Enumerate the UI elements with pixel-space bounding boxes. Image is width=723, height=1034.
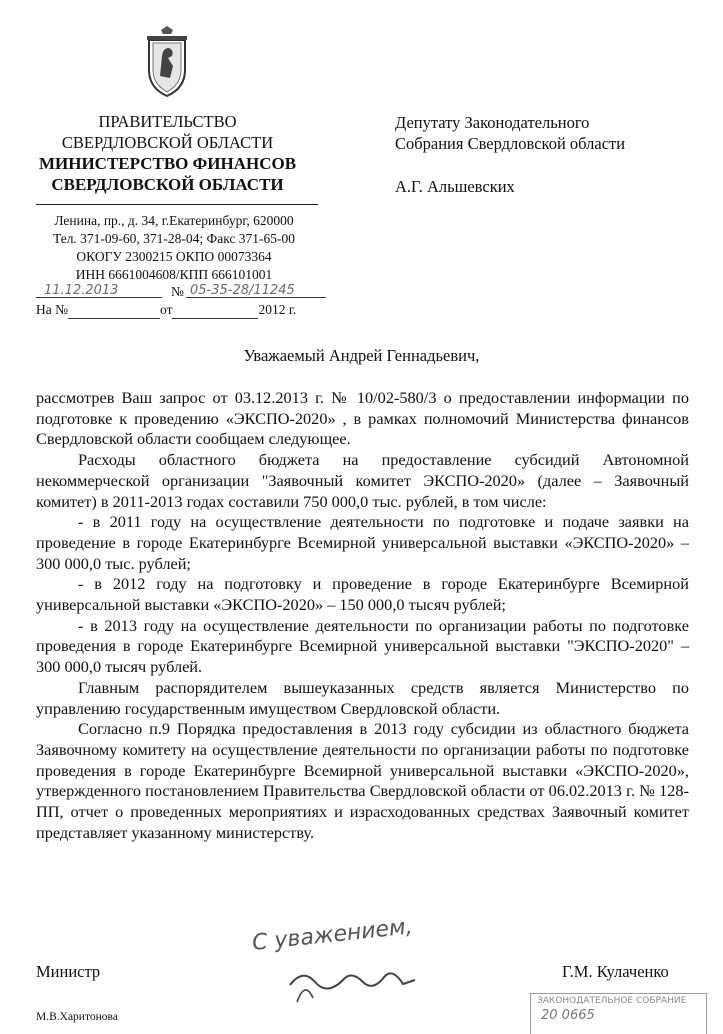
address-line: Ленина, пр., д. 34, г.Екатеринбург, 620000 (54, 213, 294, 228)
org-line-government: ПРАВИТЕЛЬСТВО (98, 112, 237, 131)
number-sign: № (171, 284, 184, 299)
stamp-header: ЗАКОНОДАТЕЛЬНОЕ СОБРАНИЕ (537, 996, 687, 1006)
letter-body (36, 388, 689, 843)
inn-line: ИНН 6661004608/КПП 666101001 (75, 267, 273, 282)
outgoing-number-line (36, 283, 328, 300)
org-line-ministry-region: СВЕРДЛОВСКОЙ ОБЛАСТИ (51, 175, 284, 194)
incoming-stamp (530, 993, 707, 1034)
ref-prefix: На № (36, 302, 68, 317)
handwritten-signature (245, 910, 475, 1020)
body-paragraph: - в 2011 году на осуществление деятельности по подготовке и подаче заявки на проведение в городе Екатеринбурге Всемирной универсальной выставки «ЭКСПО-2020» – 300 000,0 тыс. рублей; (36, 512, 689, 573)
body-paragraph: Расходы областного бюджета на предоставление субсидий Автономной некоммерческой организации "Заявочный комитет ЭКСПО-2020» (далее – Заявочный комитет) в 2011-2013 годах составили 750 000,0 тыс. рублей, в том числе: (36, 450, 689, 511)
ref-date-blank (172, 302, 258, 319)
phone-line: Тел. 371-09-60, 371-28-04; Факс 371-65-00 (52, 231, 296, 246)
signature-salutation: С уважением, (251, 914, 414, 956)
number-underline (186, 297, 326, 298)
body-paragraph: Согласно п.9 Порядка предоставления в 2013 году субсидии из областного бюджета Заявочному комитету на осуществление деятельности по организации работы по подготовке проведения в городе Екатеринбурге Всемирной универсальной выставки «ЭКСПО-2020», утвержденного постановлением Правительства Свердловской области от 06.02.2013 г. № 128-ПП, отчет о проведенных мероприятиях и израсходованных средствах Заявочный комитет представляет указанному министерству. (36, 719, 689, 842)
stamp-number: 20 0665 (541, 1008, 595, 1023)
handwritten-date: 11.12.2013 (44, 283, 119, 298)
header-divider (36, 204, 318, 205)
greeting: Уважаемый Андрей Геннадьевич, (243, 346, 480, 365)
ref-year: 2012 г. (258, 302, 297, 317)
addressee-line-1: Депутату Законодательного (395, 113, 590, 132)
signatory-name: Г.М. Кулаченко (562, 962, 669, 981)
org-line-region: СВЕРДЛОВСКОЙ ОБЛАСТИ (61, 133, 274, 152)
reference-line (36, 302, 296, 319)
body-paragraph: Главным распорядителем вышеуказанных средств является Министерство по управлению государственным имуществом Свердловской области. (36, 677, 689, 718)
ref-number-blank (68, 302, 160, 319)
body-paragraph: - в 2013 году на осуществление деятельности по организации работы по подготовке проведения в городе Екатеринбурге Всемирной универсальной выставки "ЭКСПО-2020" – 300 000,0 тысяч рублей. (36, 615, 689, 677)
body-paragraph: рассмотрев Ваш запрос от 03.12.2013 г. № 10/02-580/3 о предоставлении информации по подготовке к проведению «ЭКСПО-2020» , в рамках полномочий Министерства финансов Свердловской области сообщаем следующее. (36, 388, 689, 449)
body-paragraph: - в 2012 году на подготовку и проведение в городе Екатеринбурге Всемирной универсальной выставки «ЭКСПО-2020» – 150 000,0 тысяч рублей; (36, 574, 689, 615)
ref-from: от (160, 302, 173, 317)
signatory-position: Министр (36, 962, 101, 981)
addressee-name: А.Г. Альшевских (395, 177, 515, 196)
coat-of-arms-emblem (143, 26, 191, 98)
executor-name: М.В.Харитонова (36, 1011, 118, 1023)
handwritten-number: 05-35-28/11245 (190, 283, 295, 298)
okogu-line: ОКОГУ 2300215 ОКПО 00073364 (76, 249, 272, 264)
org-line-ministry: МИНИСТЕРСТВО ФИНАНСОВ (38, 154, 297, 173)
date-underline (36, 297, 162, 298)
addressee-line-2: Собрания Свердловской области (395, 134, 626, 153)
